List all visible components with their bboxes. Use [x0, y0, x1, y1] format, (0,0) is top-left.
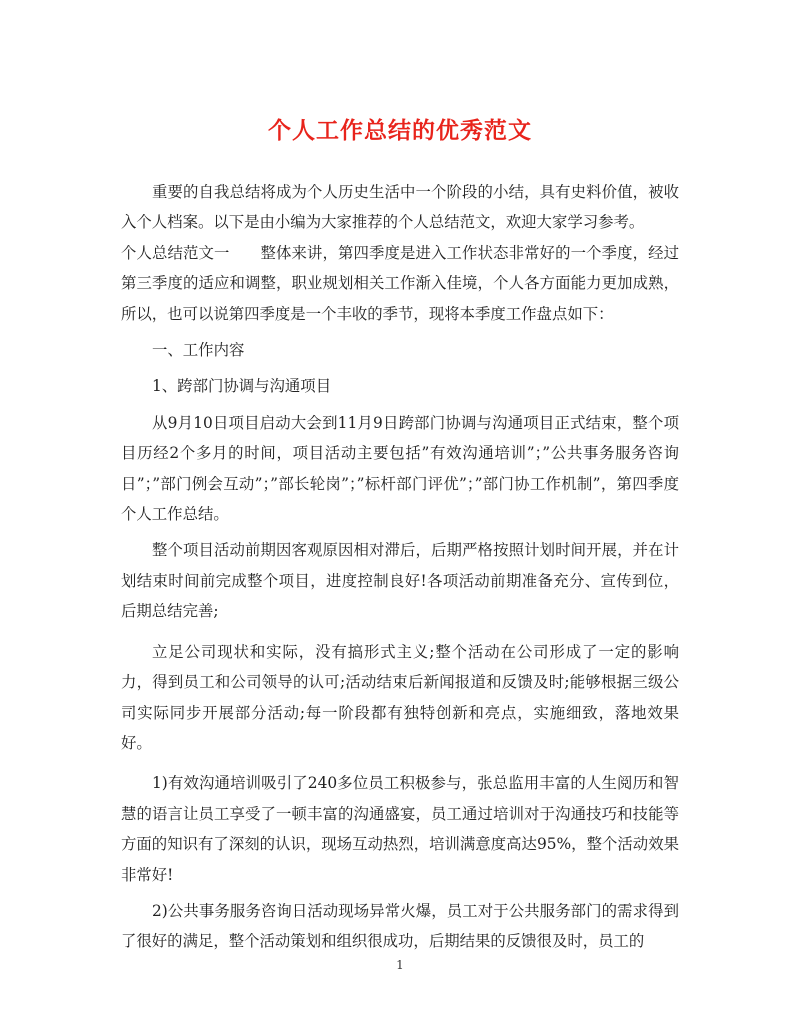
paragraph-project-progress: 整个项目活动前期因客观原因相对滞后，后期严格按照计划时间开展，并在计划结束时间前完成整个项目，进度控制良好!各项活动前期准备充分、宣传到位，后期总结完善; — [121, 541, 679, 621]
paragraph-consulting-day: 2)公共事务服务咨询日活动现场异常火爆，员工对于公共服务部门的需求得到了很好的满足，整个活动策划和组织很成功，后期结果的反馈很及时，员工的 — [121, 901, 679, 951]
paragraph-project-overview: 从9月10日项目启动大会到11月9日跨部门协调与沟通项目正式结束，整个项目历经2个多月的时间，项目活动主要包括”有效沟通培训”；”公共事务服务咨询日”；”部门例会互动”；”部长轮岗”；”标杆部门评优”；”部门协工作机制”，第四季度个人工作总结。 — [121, 413, 679, 524]
paragraph-project-impact: 立足公司现状和实际，没有搞形式主义;整个活动在公司形成了一定的影响力，得到员工和公司领导的认可;活动结束后新闻报道和反馈及时;能够根据三级公司实际同步开展部分活动;每一阶段都有独特创新和亮点，实施细致，落地效果好。 — [121, 642, 679, 752]
document-title: 个人工作总结的优秀范文 — [268, 117, 532, 144]
paragraph-intro: 重要的自我总结将成为个人历史生活中一个阶段的小结，具有史料价值，被收入个人档案。以下是由小编为大家推荐的个人总结范文，欢迎大家学习参考。 — [121, 183, 679, 232]
page-number: 1 — [396, 958, 404, 972]
subsection-heading-cross-department: 1、跨部门协调与沟通项目 — [152, 377, 332, 396]
paragraph-training: 1)有效沟通培训吸引了240多位员工积极参与，张总监用丰富的人生阅历和智慧的语言让员工享受了一顿丰富的沟通盛宴，员工通过培训对于沟通技巧和技能等方面的知识有了深刻的认识，现场互动热烈，培训满意度高达95%，整个活动效果非常好! — [121, 774, 679, 884]
paragraph-sample-one: 个人总结范文一 整体来讲，第四季度是进入工作状态非常好的一个季度，经过第三季度的适应和调整，职业规划相关工作渐入佳境，个人各方面能力更加成熟，所以，也可以说第四季度是一个丰收的季节，现将本季度工作盘点如下： — [121, 243, 679, 323]
document-body — [121, 177, 679, 957]
section-heading-work-content: 一、工作内容 — [152, 341, 245, 360]
